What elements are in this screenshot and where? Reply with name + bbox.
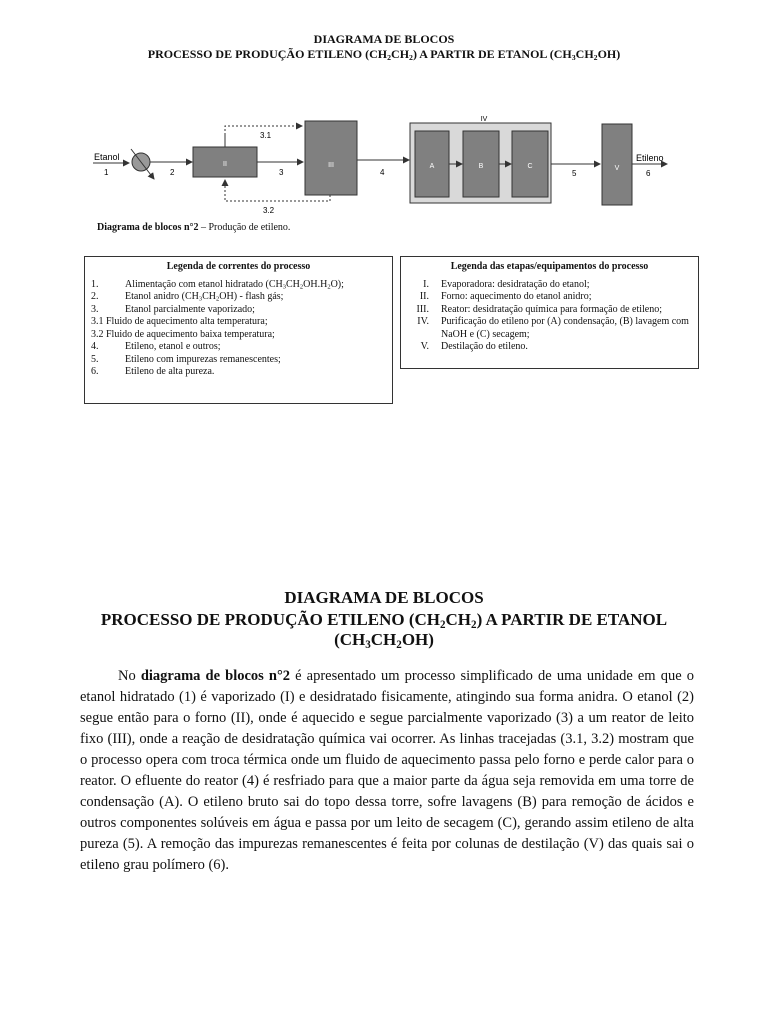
description-paragraph: No diagrama de blocos n°2 é apresentado um processo simplificado de uma unidade em que o etanol hidratado (1) é vaporizado (I) e desidratado fisicamente, atingindo sua forma anidra. O etanol (2) segue então para o forno (II), onde é aquecido e segue parcialmente vaporizado (3) a um reator de leito fixo (III), onde a reação de desidratação química vai ocorrer. As linhas tracejadas (3.1, 3.2) mostram que o processo opera com troca térmica onde um fluido de aquecimento passa pelo forno e perde calor para o reator. O efluente do reator (4) é resfriado para que a maior parte da água seja removida em uma torre de condensação (A). O etileno bruto sai do topo dessa torre, sofre lavagens (B) para remoção de ácidos e outros componentes solúveis em água e passa por um leito de secagem (C), gerando assim etileno de alta pureza (5). A remoção das impurezas remanescentes é feita por colunas de destilação (V) das quais sai o etileno grau polímero (6).	[80, 668, 694, 873]
legend-steps-title: Legenda das etapas/equipamentos do processo	[450, 261, 649, 272]
block-diagram	[0, 105, 768, 220]
block-reactor	[305, 121, 357, 195]
section-title: DIAGRAMA DE BLOCOS	[284, 588, 484, 607]
legend-stream-item: 2. Etanol anidro $(CH_3CH_2OH)$ - flash gás;	[91, 291, 284, 303]
legend-step-item: V. Destilação do etileno.	[420, 341, 528, 352]
legend-steps	[400, 256, 699, 369]
legend-stream-item: 4. Etileno, etanol e outros;	[91, 341, 221, 352]
legend-stream-item: 1. Alimentação com etanol hidratado $(CH_3CH_2OH.H_2O)$;	[91, 278, 344, 291]
block-label-iii: III	[328, 162, 334, 169]
section-subtitle-2: $(CH_3CH_2OH)$	[334, 630, 434, 651]
legend-step-item: II. Forno: aquecimento do etanol anidro;	[419, 291, 592, 302]
legend-stream-item: 3.2 Fluido de aquecimento baixa temperatura;	[91, 328, 275, 340]
input-label: Etanol	[94, 152, 120, 162]
document-subtitle: PROCESSO DE PRODUÇÃO ETILENO $(CH_2CH_2)$ A PARTIR DE ETANOL $(CH_3CH_2OH)$	[147, 47, 621, 62]
stream-label-3-2: 3.2	[263, 206, 275, 215]
legend-step-item: IV. Purificação do etileno por (A) condensação, (B) lavagem com NaOH e (C) secagem;	[417, 316, 689, 340]
output-label: Etileno	[636, 153, 664, 163]
legend-step-item: III. Reator: desidratação química para formação de etileno;	[416, 303, 663, 315]
legend-step-item: I. Evaporadora: desidratação do etanol;	[423, 278, 590, 290]
stream-label-3: 3	[279, 168, 284, 177]
section-subtitle: PROCESSO DE PRODUÇÃO ETILENO $(CH_2CH_2)$ A PARTIR DE ETANOL	[100, 610, 668, 631]
stream-label-6: 6	[646, 169, 651, 178]
block-label-a: A	[429, 163, 435, 170]
stream-label-2: 2	[170, 168, 175, 177]
legend-streams-title: Legenda de correntes do processo	[166, 261, 311, 272]
stream-label-1: 1	[104, 168, 109, 177]
stream-label-3-1: 3.1	[260, 131, 272, 140]
diagram-caption: Diagrama de blocos n°2 – Produção de etileno.	[97, 222, 291, 233]
legend-streams	[84, 256, 393, 404]
stream-label-5: 5	[572, 169, 577, 178]
group-label-iv: IV	[480, 116, 488, 123]
block-label-c: C	[527, 163, 533, 170]
legend-stream-item: 6. Etileno de alta pureza.	[91, 366, 215, 377]
document-title: DIAGRAMA DE BLOCOS	[313, 32, 455, 46]
stream-label-4: 4	[380, 168, 385, 177]
legend-stream-item: 5. Etileno com impurezas remanescentes;	[91, 353, 281, 365]
block-label-ii: II	[223, 161, 227, 168]
legend-stream-item: 3.1 Fluido de aquecimento alta temperatura;	[91, 316, 268, 327]
block-label-b: B	[478, 163, 484, 170]
block-label-v: V	[614, 165, 620, 172]
legend-stream-item: 3. Etanol parcialmente vaporizado;	[91, 303, 255, 315]
